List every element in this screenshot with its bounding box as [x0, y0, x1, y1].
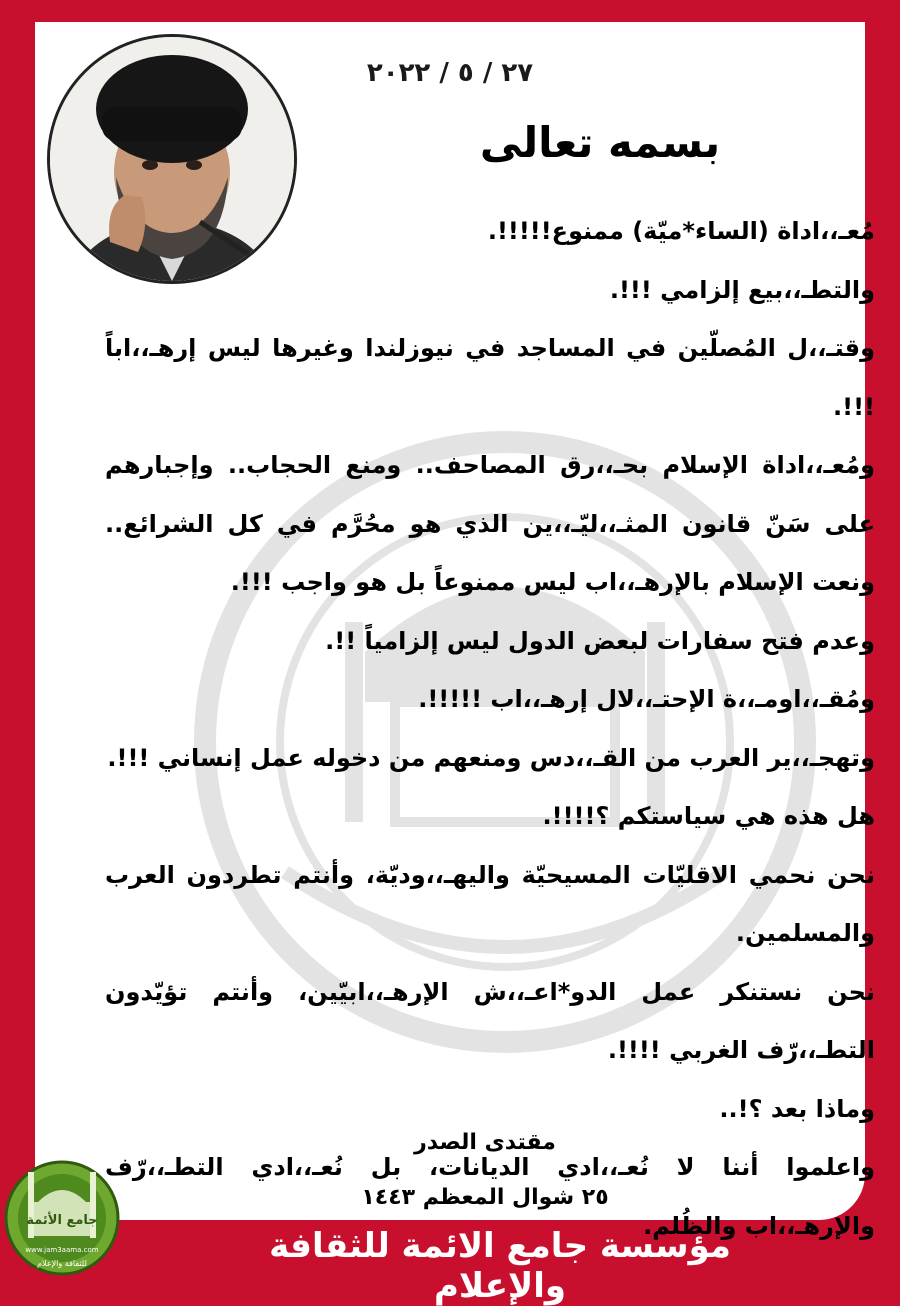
paragraph: هل هذه هي سياستكم ؟!!!!. [542, 802, 875, 830]
signature-date: ٢٥ شوال المعظم ١٤٤٣ [361, 1185, 609, 1210]
paragraph: ومُقـ،،اومـ،،ة الإحتـ،،لال إرهـ،،اب !!!!!. [418, 685, 875, 713]
logo-title: جامع الأئمة [26, 1213, 98, 1228]
paragraph: نحن نحمي الاقليّات المسيحيّة واليهـ،،وديّة، وأنتم تطردون العرب والمسلمين. [105, 860, 875, 947]
logo-url: www.jam3aama.com [25, 1246, 99, 1254]
paragraph: وتهجـ،،ير العرب من القـ،،دس ومنعهم من دخوله عمل إنساني !!!. [107, 743, 875, 772]
organization-logo [0, 1132, 130, 1280]
paragraph: نحن نستنكر عمل الدو*اعـ،،ش الإرهـ،،ابيّين، وأنتم تؤيّدون التطـ،،رّف الغربي !!!!. [105, 977, 875, 1064]
paragraph: واعلموا أننا لا نُعـ،،ادي الديانات، بل نُعـ،،ادي التطـ،،رّف والإرهـ،،اب والظُلم. [105, 1153, 875, 1240]
paragraph: ومُعـ،،اداة الإسلام بحـ،،رق المصاحف.. ومنع الحجاب.. وإجبارهم على سَنّ قانون المثـ،،ليّـ،،ين الذي هو محُرَّم في كل الشرائع.. ونعت الإسلام بالإرهـ،،اب ليس ممنوعاً بل هو واجب !!!. [105, 451, 875, 596]
paragraph: والتطـ،،بيع إلزامي !!!. [609, 275, 875, 304]
organization-name: مؤسسة جامع الائمة للثقافة والإعلام [269, 1226, 731, 1306]
statement-body [105, 202, 875, 1255]
paragraph: وعدم فتح سفارات لبعض الدول ليس إلزامياً !!. [325, 626, 875, 655]
logo-subtitle: للثقافة والإعلام [37, 1259, 87, 1268]
signature-name: مقتدى الصدر [414, 1130, 556, 1155]
paragraph: مُعـ،،اداة (الساء*ميّة) ممنوع!!!!!. [487, 217, 875, 245]
paragraph: وقتـ،،ل المُصلّين في المساجد في نيوزلندا وغيرها ليس إرهـ،،اباً !!!. [105, 334, 875, 421]
document-date: ٢٧ / ٥ / ٢٠٢٢ [366, 58, 534, 88]
document-title: بسمه تعالى [479, 118, 721, 167]
paragraph: وماذا بعد ؟!.. [719, 1094, 875, 1123]
